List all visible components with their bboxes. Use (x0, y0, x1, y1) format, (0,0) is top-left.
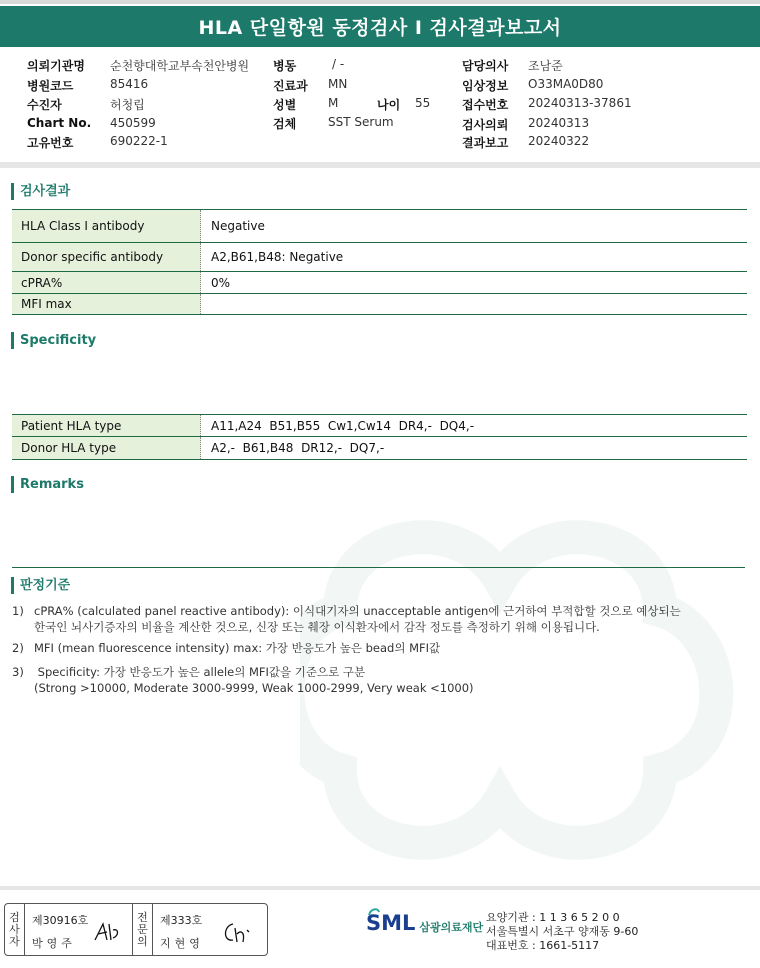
institution-phone: 대표번호 : 1661-5117 (486, 939, 600, 952)
org-name: 삼광의료재단 (419, 921, 484, 934)
label-unique-id: 고유번호 (27, 136, 74, 150)
table-row (12, 210, 747, 243)
criteria-line: (Strong >10000, Moderate 3000-9999, Weak 1000-2999, Very weak <1000) (34, 681, 474, 695)
criteria-number: 3) (12, 665, 24, 679)
examiner-block (25, 904, 133, 955)
label-sex: 성별 (273, 98, 297, 112)
sml-logo (366, 911, 483, 935)
section-title-remarks: Remarks (11, 476, 84, 493)
specialist-signature (221, 920, 253, 946)
results-table (12, 209, 747, 315)
top-border (0, 0, 760, 4)
label-receipt-no: 접수번호 (462, 98, 509, 112)
criteria-line: 한국인 뇌사기증자의 비율을 계산한 것으로, 신장 또는 췌장 이식환자에서 감작 정도를 측정하기 위해 이용됩니다. (34, 620, 600, 634)
row-value: 0% (211, 275, 231, 290)
value-test-request: 20240313 (528, 116, 590, 130)
examiner-name: 박영주 (32, 937, 76, 950)
row-label: Donor specific antibody (12, 243, 201, 271)
criteria-item (12, 640, 747, 656)
label-chart-no: Chart No. (27, 116, 92, 130)
criteria-line: Specificity: 가장 반응도가 높은 allele의 MFI값을 기준으로 구분 (34, 665, 366, 679)
criteria-number: 1) (12, 604, 24, 618)
institution-info (486, 911, 638, 953)
row-label: HLA Class I antibody (12, 210, 201, 242)
value-age: 55 (415, 96, 431, 110)
logo-text: SML (366, 911, 416, 935)
value-patient: 허청립 (110, 98, 145, 112)
header-divider (0, 162, 760, 168)
label-hospital-code: 병원코드 (27, 79, 74, 93)
value-result-report: 20240322 (528, 134, 590, 148)
value-physician: 조남준 (528, 59, 563, 73)
specialist-name: 지현영 (160, 937, 204, 950)
examiner-license-no: 제30916호 (32, 914, 89, 927)
label-result-report: 결과보고 (462, 136, 509, 150)
value-ward: / - (332, 57, 345, 71)
criteria-item (12, 603, 747, 635)
row-value: A2,B61,B48: Negative (211, 250, 344, 264)
label-patient: 수진자 (27, 98, 62, 112)
table-row (12, 243, 747, 272)
criteria-line: cPRA% (calculated panel reactive antibody): 이식대기자의 unacceptable antigen에 근거하여 부적합할 것으로 예상되는 (34, 604, 681, 618)
institution-address: 서울특별시 서초구 양재동 9-60 (486, 925, 639, 938)
value-sex: M (328, 96, 339, 110)
logo-mark-icon (368, 907, 380, 919)
footer-divider (0, 886, 760, 890)
specialist-license-no: 제333호 (160, 914, 203, 927)
row-value (201, 294, 747, 314)
label-department: 진료과 (273, 79, 308, 93)
report-title: HLA 단일항원 동정검사 I 검사결과보고서 (0, 6, 760, 47)
row-label: Patient HLA type (12, 415, 201, 436)
row-label: cPRA% (12, 272, 201, 293)
label-physician: 담당의사 (462, 59, 509, 73)
value-specimen: SST Serum (328, 115, 394, 129)
institution-code: 요양기관 : 1 1 3 6 5 2 0 0 (486, 911, 620, 924)
value-unique-id: 690222-1 (110, 134, 168, 148)
label-ward: 병동 (273, 59, 297, 73)
label-age: 나이 (377, 98, 401, 112)
criteria-line: MFI (mean fluorescence intensity) max: 가장 반응도가 높은 bead의 MFI값 (34, 641, 441, 655)
label-test-request: 검사의뢰 (462, 118, 509, 132)
label-requesting-hospital: 의뢰기관명 (27, 59, 85, 73)
label-clinical-info: 임상정보 (462, 79, 509, 93)
table-row (12, 272, 747, 294)
specificity-table (12, 414, 747, 460)
section-title-results: 검사결과 (11, 183, 70, 200)
stamp-label-examiner: 검 사 자 (5, 904, 25, 955)
value-hospital-code: 85416 (110, 77, 149, 91)
value-clinical-info: O33MA0D80 (528, 77, 604, 91)
row-label: Donor HLA type (12, 437, 201, 459)
criteria-item (12, 664, 747, 696)
row-value: A11,A24 B51,B55 Cw1,Cw14 DR4,- DQ4,- (211, 418, 475, 433)
section-title-criteria: 판정기준 (11, 577, 70, 594)
remarks-divider (12, 567, 745, 568)
signature-stamp (4, 903, 268, 956)
stamp-label-specialist: 전 문 의 (133, 904, 153, 955)
value-department: MN (328, 77, 348, 91)
row-value: A2,- B61,B48 DR12,- DQ7,- (211, 441, 385, 455)
specialist-block (153, 904, 261, 955)
table-row (12, 415, 747, 437)
row-label: MFI max (12, 294, 201, 314)
value-chart-no: 450599 (110, 116, 156, 130)
row-value: Negative (211, 219, 265, 233)
table-row (12, 437, 747, 459)
criteria-number: 2) (12, 641, 24, 655)
value-requesting-hospital: 순천향대학교부속천안병원 (110, 59, 250, 73)
label-specimen: 검체 (273, 117, 297, 131)
table-row (12, 294, 747, 314)
section-title-specificity: Specificity (11, 332, 96, 349)
value-receipt-no: 20240313-37861 (528, 96, 632, 110)
examiner-signature (93, 920, 123, 944)
